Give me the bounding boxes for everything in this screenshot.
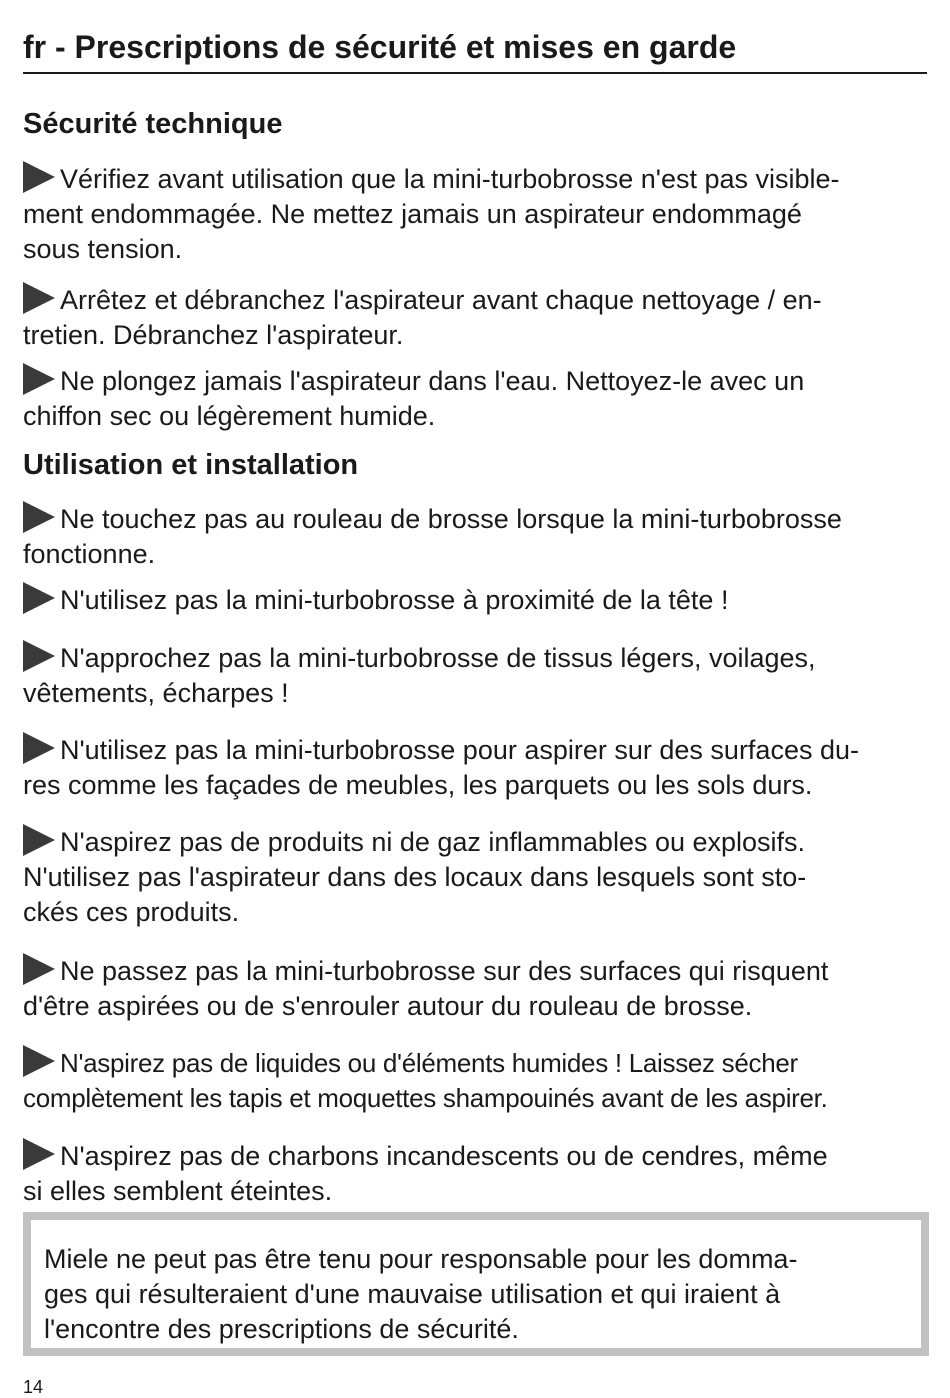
triangle-right-icon [23,1138,55,1170]
safety-item-hard-surfaces: N'utilisez pas la mini-turbobrosse pour aspirer sur des surfaces du- res comme les façades de meubles, les parquets ou les sols durs. [23,732,927,803]
safety-item-fabrics: N'approchez pas la mini-turbobrosse de tissus légers, voilages, vêtements, écharpes ! [23,640,927,711]
page-title: fr - Prescriptions de sécurité et mises en garde [23,29,737,65]
triangle-right-icon [23,161,55,193]
safety-item-embers: N'aspirez pas de charbons incandescents ou de cendres, même si elles semblent éteintes. [23,1138,927,1209]
triangle-right-icon [23,363,55,395]
safety-item-brush-roller: Ne touchez pas au rouleau de brosse lorsque la mini-turbobrosse fonctionne. [23,501,927,572]
safety-item-liquids: N'aspirez pas de liquides ou d'éléments humides ! Laissez sécher complètement les tapis et moquettes shampouinés avant de les aspirer. [23,1045,927,1116]
page-header [23,22,927,74]
triangle-right-icon [23,1045,55,1077]
liability-notice-text: Miele ne peut pas être tenu pour responsable pour les domma- ges qui résulteraient d'une mauvaise utilisation et qui iraient à l'encontre des prescriptions de sécurité. [44,1244,798,1344]
triangle-right-icon [23,282,55,314]
safety-item-check-damage: Vérifiez avant utilisation que la mini-turbobrosse n'est pas visible- ment endommagée. Ne mettez jamais un aspirateur endommagé sous tension. [23,161,927,267]
section-heading-usage: Utilisation et installation [23,449,359,481]
safety-item-flammables: N'aspirez pas de produits ni de gaz inflammables ou explosifs. N'utilisez pas l'aspirateur dans des locaux dans lesquels sont sto- ckés ces produits. [23,824,927,930]
safety-item-head: N'utilisez pas la mini-turbobrosse à proximité de la tête ! [23,582,927,618]
triangle-right-icon [23,501,55,533]
safety-item-no-water: Ne plongez jamais l'aspirateur dans l'eau. Nettoyez-le avec un chiffon sec ou légèrement humide. [23,363,927,434]
section-heading-technical-safety: Sécurité technique [23,108,283,140]
triangle-right-icon [23,640,55,672]
triangle-right-icon [23,824,55,856]
liability-notice-box [23,1212,929,1356]
triangle-right-icon [23,582,55,614]
page-number: 14 [23,1377,44,1397]
safety-item-loose-surfaces: Ne passez pas la mini-turbobrosse sur des surfaces qui risquent d'être aspirées ou de s'enrouler autour du rouleau de brosse. [23,953,927,1024]
triangle-right-icon [23,732,55,764]
safety-item-unplug: Arrêtez et débranchez l'aspirateur avant chaque nettoyage / en- tretien. Débranchez l'aspirateur. [23,282,927,353]
triangle-right-icon [23,953,55,985]
